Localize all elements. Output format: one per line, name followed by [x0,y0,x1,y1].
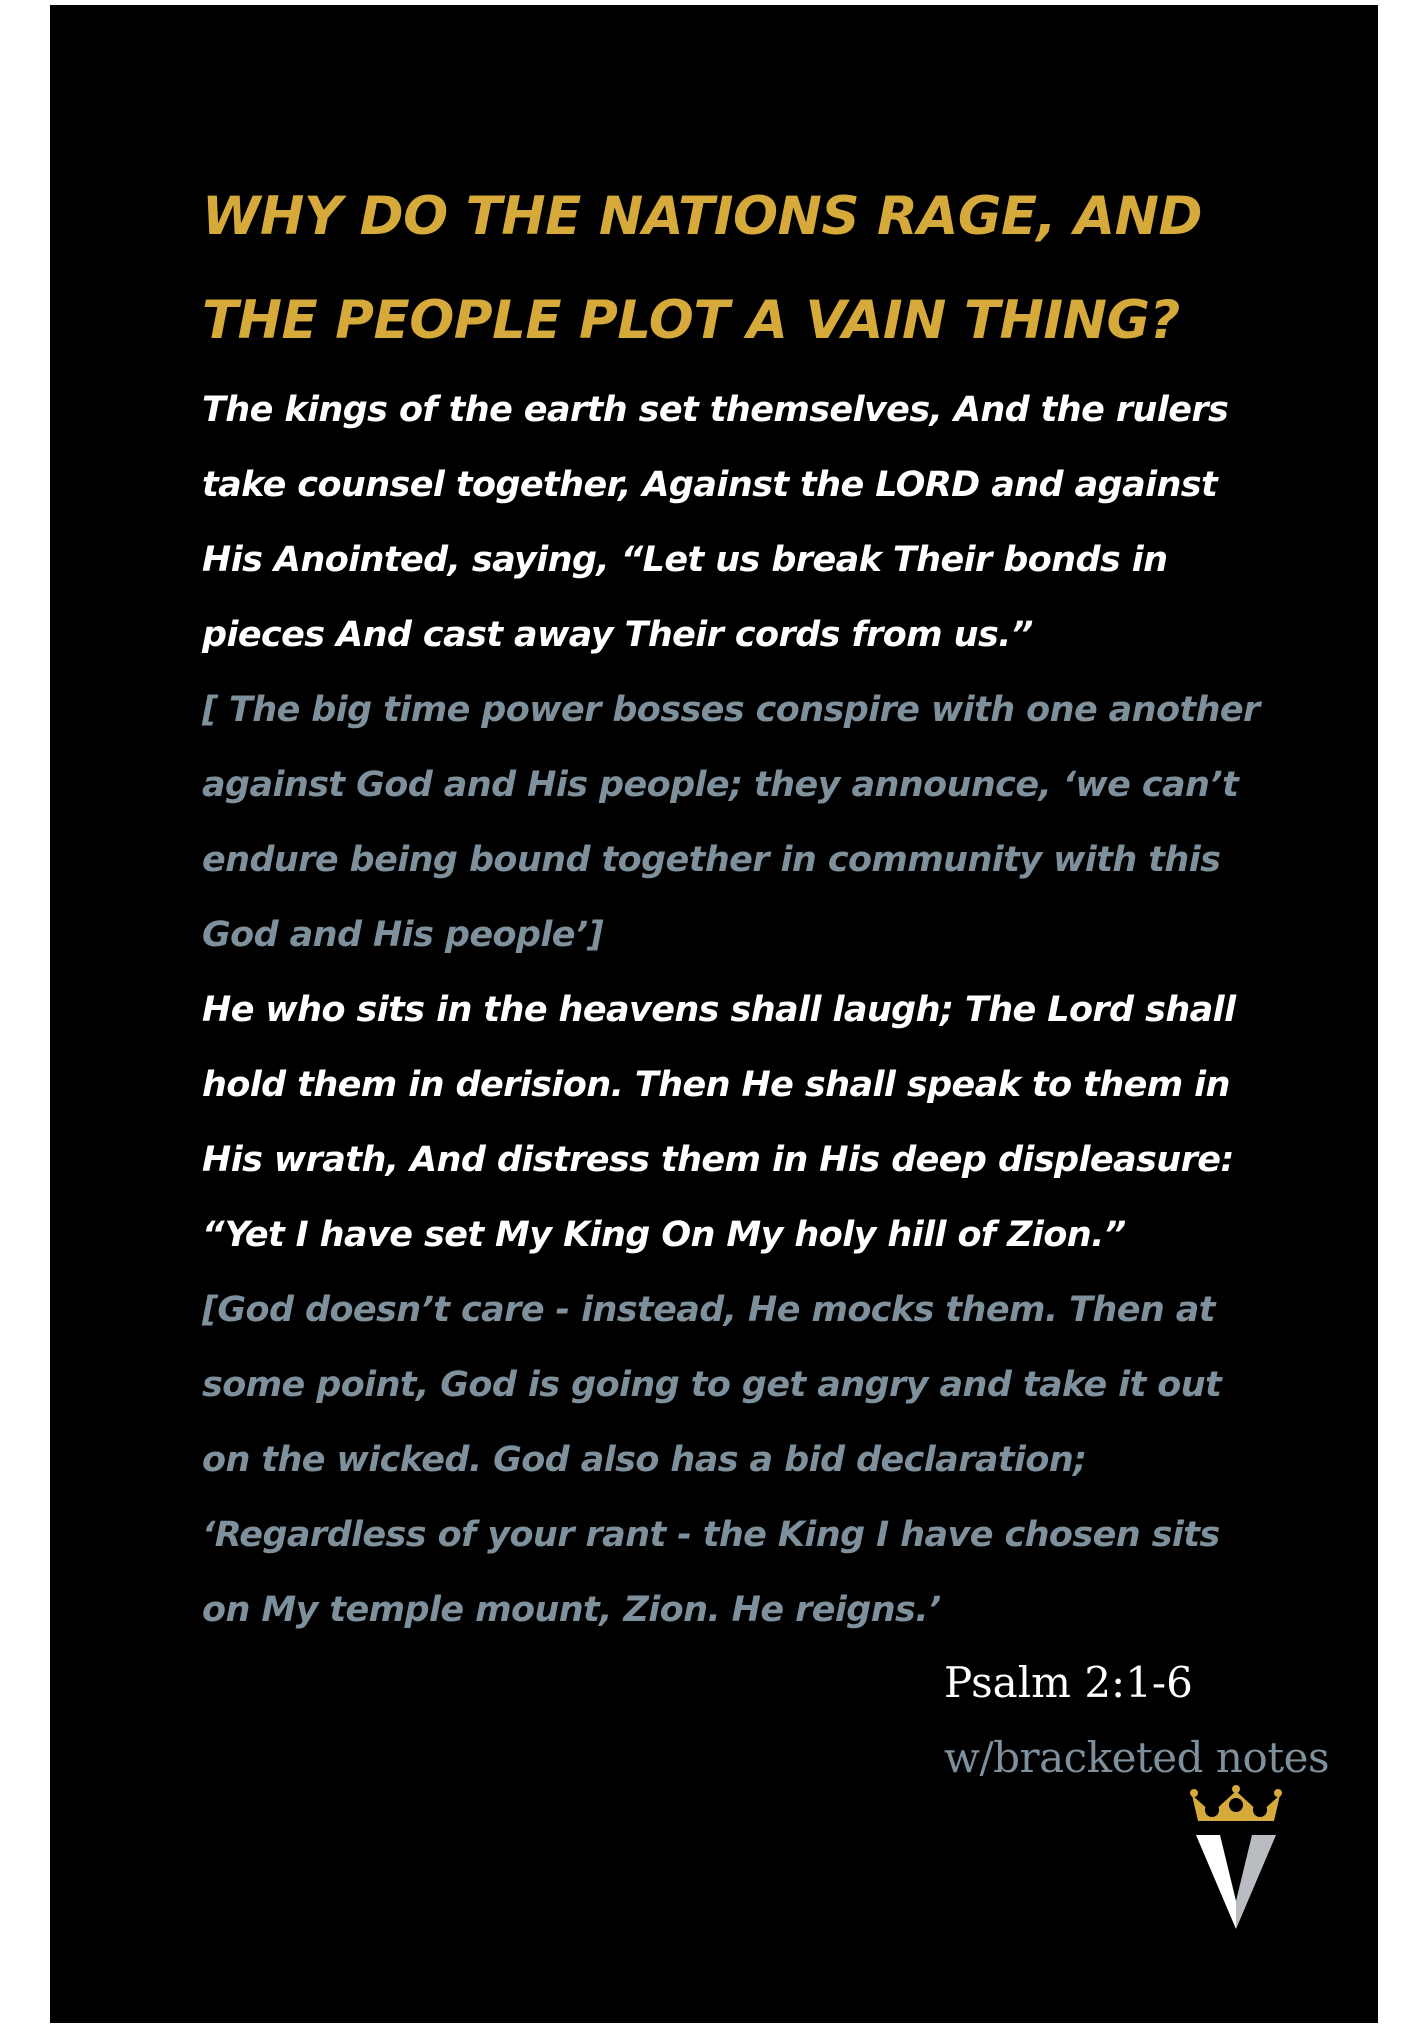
bracketed-note-1 [202,673,1322,973]
scripture-line: pieces And cast away Their cords from us.” [202,615,1033,655]
scripture-line: His wrath, And distress them in His deep displeasure: [202,1140,1234,1180]
scripture-line: He who sits in the heavens shall laugh; The Lord shall [202,990,1236,1030]
note-line: on My temple mount, Zion. He reigns.’ [202,1590,941,1630]
headline [202,165,1322,373]
scripture-line: “Yet I have set My King On My holy hill of Zion.” [202,1215,1126,1255]
poster-card [50,5,1378,2023]
note-line: God and His people’] [202,915,604,955]
crown-v-logo-icon [1190,1783,1282,1933]
note-line: [God doesn’t care - instead, He mocks them. Then at [202,1290,1215,1330]
headline-line: THE PEOPLE PLOT A VAIN THING? [202,290,1180,351]
reference-subtitle: w/bracketed notes [944,1733,1330,1782]
scripture-passage-1 [202,373,1322,673]
scripture-reference: Psalm 2:1-6 [944,1658,1193,1707]
headline-line: WHY DO THE NATIONS RAGE, AND [202,186,1203,247]
note-line: [ The big time power bosses conspire with one another [202,690,1260,730]
scripture-line: hold them in derision. Then He shall speak to them in [202,1065,1230,1105]
note-line: on the wicked. God also has a bid declaration; [202,1440,1087,1480]
note-line: ‘Regardless of your rant - the King I have chosen sits [202,1515,1220,1555]
bracketed-note-2 [202,1273,1322,1648]
note-line: some point, God is going to get angry and take it out [202,1365,1222,1405]
scripture-line: take counsel together, Against the LORD and against [202,465,1218,505]
scripture-line: His Anointed, saying, “Let us break Their bonds in [202,540,1168,580]
scripture-passage-2 [202,973,1322,1273]
poster-content [202,165,1322,1648]
note-line: endure being bound together in community with this [202,840,1221,880]
note-line: against God and His people; they announce, ‘we can’t [202,765,1239,805]
scripture-line: The kings of the earth set themselves, And the rulers [202,390,1229,430]
